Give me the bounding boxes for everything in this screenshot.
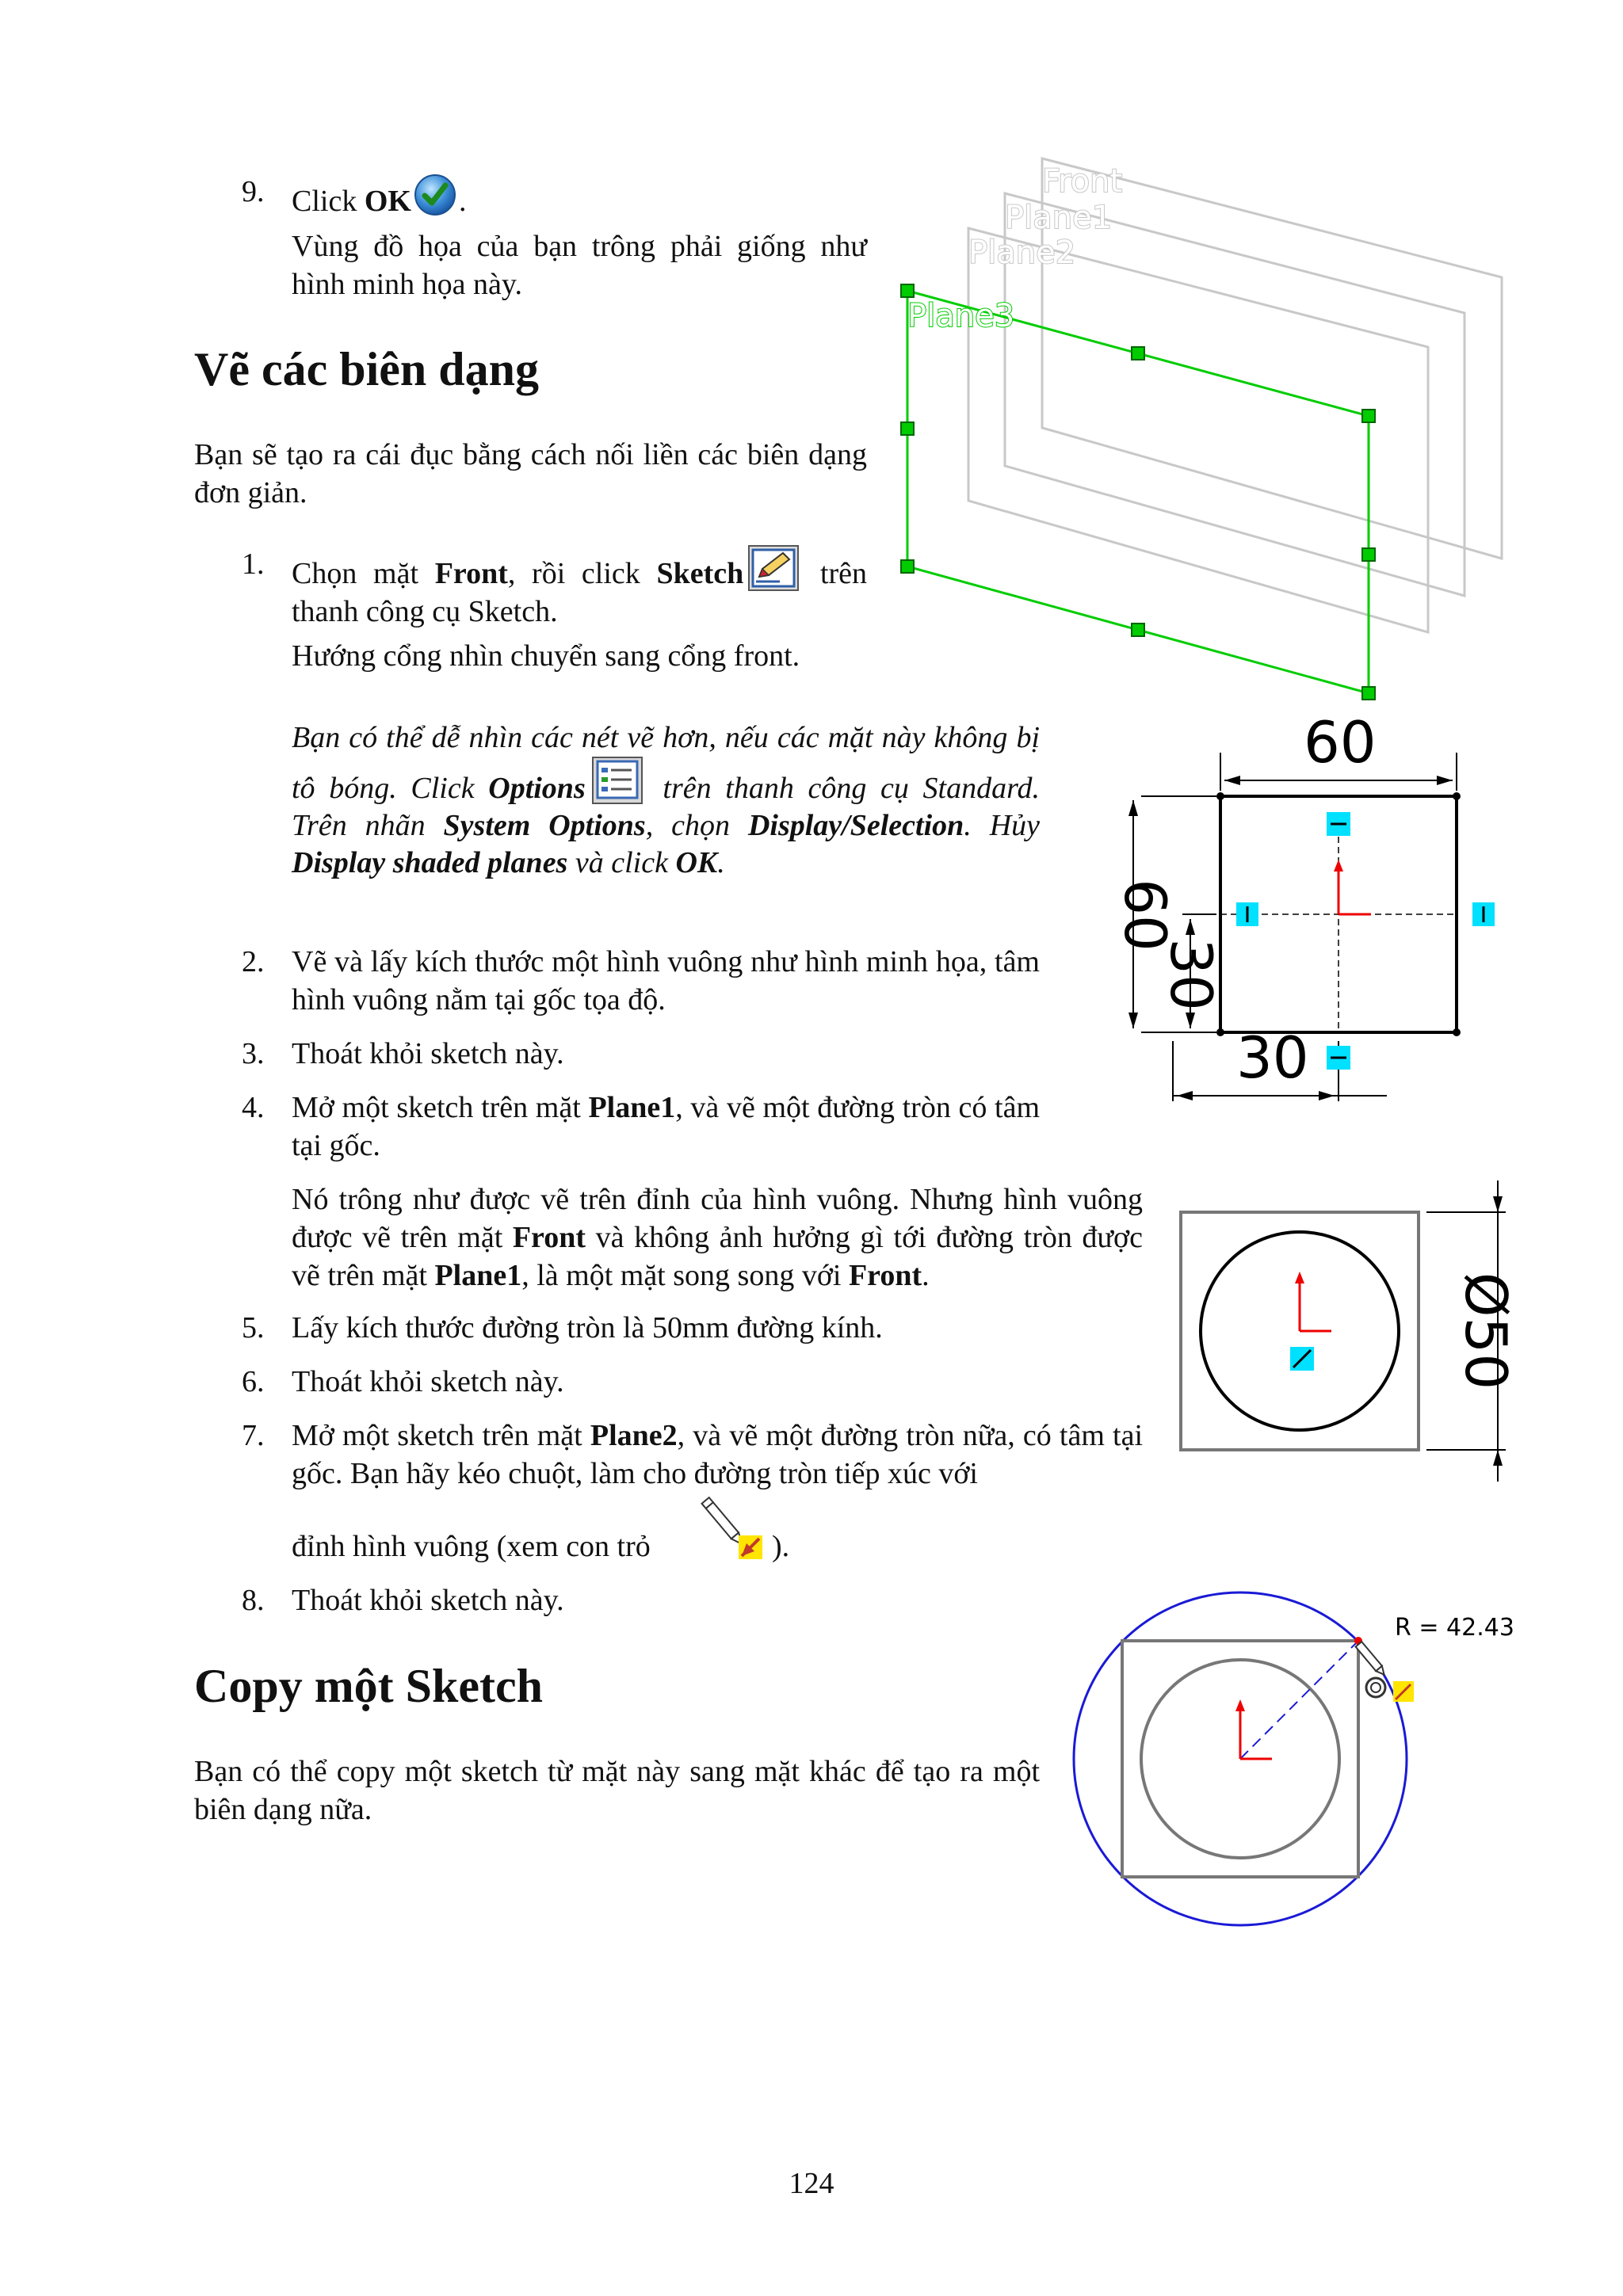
dim-label-left: 60 (1112, 879, 1178, 952)
figure-circle-diameter (1165, 1180, 1561, 1513)
step-7-text-end: ). (772, 1530, 790, 1563)
step-1-text: Chọn mặt Front, rồi click Sketch trên thanh công cụ Sketch. (292, 545, 867, 631)
step-7-text-cont: đỉnh hình vuông (xem con trỏ (292, 1530, 651, 1563)
section-heading-copy-sketch: Copy một Sketch (194, 1660, 544, 1712)
pencil-coincident-cursor-icon (699, 1489, 770, 1569)
step-1-subtext: Hướng cổng nhìn chuyển sang cổng front. (292, 639, 800, 673)
step-5-text: Lấy kích thước đường tròn là 50mm đường kính. (292, 1311, 883, 1344)
tip-paragraph: Bạn có thể dễ nhìn các nét vẽ hơn, nếu các mặt này không bị tô bóng. Click Options trên thanh công cụ Standard. Trên nhãn System Options, chọn Display/Selection. Hủy Display shaded planes và click OK. (292, 721, 1040, 879)
origin-marker-2 (1300, 1276, 1331, 1331)
step-4-text: Mở một sketch trên mặt Plane1, và vẽ một đường tròn có tâm tại gốc. (292, 1091, 1040, 1162)
step-6-number: 6. (242, 1365, 265, 1398)
plane-label-front: Front (1042, 163, 1123, 200)
step-3-text: Thoát khỏi sketch này. (292, 1037, 564, 1070)
section-intro-copy-sketch: Bạn có thể copy một sketch từ mặt này sang mặt khác để tạo ra một biên dạng nữa. (194, 1755, 1040, 1826)
step-7-text: Mở một sketch trên mặt Plane2, và vẽ một đường tròn nữa, có tâm tại gốc. Bạn hãy kéo chuột, làm cho đường tròn tiếp xúc với (292, 1419, 1144, 1490)
figure-planes (872, 143, 1585, 776)
options-icon (592, 757, 643, 804)
plane-label-plane2: Plane2 (968, 235, 1076, 271)
dim-label-diameter: Ø50 (1453, 1272, 1519, 1390)
step-2-number: 2. (242, 945, 265, 978)
section-intro-profiles: Bạn sẽ tạo ra cái đục bằng cách nối liền các biên dạng đơn giản. (194, 438, 867, 509)
plane3-handles (901, 284, 1375, 700)
step-4-number: 4. (242, 1091, 265, 1124)
step-6-text: Thoát khỏi sketch này. (292, 1365, 564, 1398)
step-2-text: Vẽ và lấy kích thước một hình vuông như hình minh họa, tâm hình vuông nằm tại gốc tọa độ. (292, 945, 1040, 1016)
step-9-number: 9. (242, 175, 265, 208)
step-8-text: Thoát khỏi sketch này. (292, 1584, 564, 1617)
origin-marker (1338, 864, 1371, 914)
dim-label-bottom: 30 (1236, 1024, 1309, 1091)
section-heading-profiles: Vẽ các biên dạng (194, 343, 539, 395)
dim-label-top: 60 (1304, 709, 1377, 776)
dim-label-inner: 30 (1158, 938, 1224, 1011)
step-7-number: 7. (242, 1419, 265, 1452)
page-number: 124 (789, 2167, 834, 2200)
step-1-number: 1. (242, 547, 265, 581)
step-9-description: Vùng đồ họa của bạn trông phải giống như hình minh họa này. (292, 230, 867, 301)
plane-label-plane1: Plane1 (1005, 200, 1113, 236)
step-8-number: 8. (242, 1584, 265, 1617)
step-4-subtext: Nó trông như được vẽ trên đỉnh của hình vuông. Nhưng hình vuông được vẽ trên mặt Front và không ảnh hưởng gì tới đường tròn được vẽ trên mặt Plane1, là một mặt song song với Front. (292, 1183, 1143, 1292)
step-5-number: 5. (242, 1311, 265, 1344)
figure-square-dimensions (1070, 697, 1545, 1093)
step-9-text: Click OK . (292, 173, 862, 220)
ok-check-icon (413, 173, 457, 217)
step-3-number: 3. (242, 1037, 265, 1070)
figure-tangent-circle (1062, 1577, 1522, 1925)
plane2-outline (968, 228, 1428, 632)
plane-label-plane3: Plane3 (907, 298, 1015, 334)
sketch-icon (748, 545, 799, 591)
tangent-cursor-icon (1356, 1642, 1414, 1702)
radius-label: R = 42.43 (1395, 1614, 1514, 1642)
